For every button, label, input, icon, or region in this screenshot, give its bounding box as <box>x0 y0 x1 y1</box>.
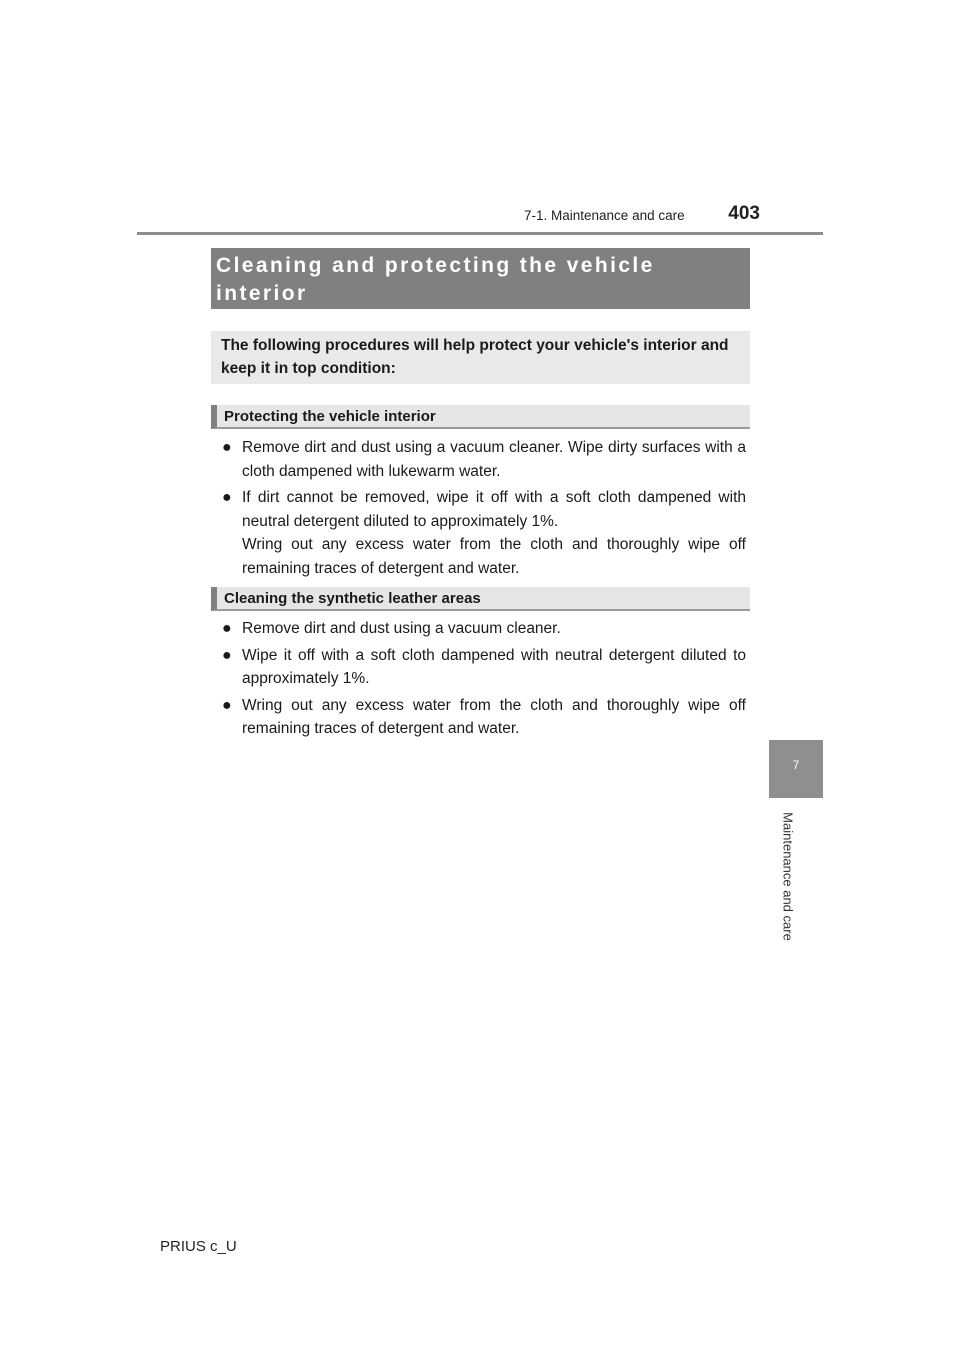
list-item <box>222 694 746 741</box>
header-rule <box>137 232 823 235</box>
bullet-dot-icon: ● <box>222 489 232 506</box>
list-item <box>222 486 746 580</box>
title-box <box>211 248 750 309</box>
section-heading-protecting <box>211 405 750 429</box>
chapter-tab <box>769 740 823 798</box>
list-item <box>222 436 746 483</box>
list-item-continuation: Wring out any excess water from the cloth and thoroughly wipe off remaining traces of detergent and water. <box>242 536 746 577</box>
list-item-text: Remove dirt and dust using a vacuum cleaner. <box>242 620 561 637</box>
list-item-text: Wipe it off with a soft cloth dampened with neutral detergent diluted to approximately 1%. <box>242 646 746 687</box>
bullet-dot-icon: ● <box>222 439 232 456</box>
header-section-title: 7-1. Maintenance and care <box>524 208 685 223</box>
bullet-dot-icon: ● <box>222 696 232 714</box>
footer-model-code: PRIUS c_U <box>160 1238 237 1255</box>
page-number: 403 <box>728 203 760 224</box>
section-heading-text: Protecting the vehicle interior <box>224 408 436 425</box>
bullet-list-synthetic-leather <box>222 617 746 742</box>
bullet-dot-icon: ● <box>222 646 232 664</box>
chapter-number: 7 <box>792 758 800 772</box>
list-item <box>222 644 746 691</box>
list-item <box>222 617 746 641</box>
list-item-text: Remove dirt and dust using a vacuum cleaner. Wipe dirty surfaces with a cloth dampened with lukewarm water. <box>242 439 746 480</box>
chapter-label: Maintenance and care <box>780 812 796 941</box>
bullet-list-protecting <box>222 436 746 581</box>
bullet-dot-icon: ● <box>222 620 232 637</box>
section-heading-synthetic-leather <box>211 587 750 611</box>
list-item-text: If dirt cannot be removed, wipe it off with a soft cloth dampened with neutral detergent diluted to approximately 1%. <box>242 489 746 530</box>
section-heading-text: Cleaning the synthetic leather areas <box>224 590 481 607</box>
page-title: Cleaning and protecting the vehicle interior <box>216 254 655 305</box>
list-item-text: Wring out any excess water from the cloth and thoroughly wipe off remaining traces of detergent and water. <box>242 696 746 737</box>
intro-text: The following procedures will help protect your vehicle's interior and keep it in top condition: <box>221 337 729 377</box>
intro-box <box>211 331 750 384</box>
